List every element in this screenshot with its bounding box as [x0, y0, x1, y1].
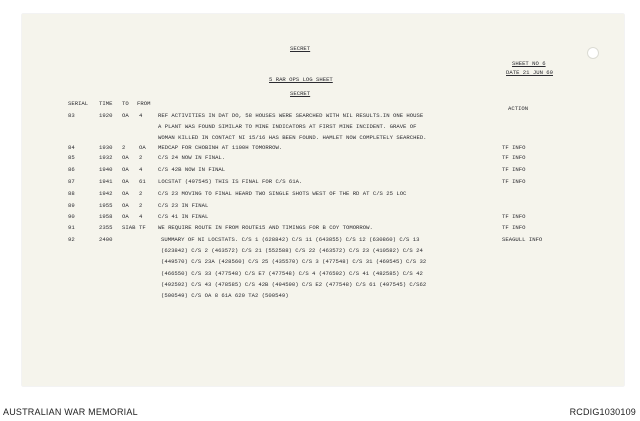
entry-time: 2400 — [99, 236, 113, 243]
entry-text-line: A PLANT WAS FOUND SIMILAR TO MINE INDICATORS AT FIRST MINE INCIDENT. GRAVE OF — [158, 123, 417, 131]
entry-from: 2 — [139, 202, 143, 209]
entry-serial: 85 — [68, 154, 75, 161]
entry-time: 2355 — [99, 224, 113, 231]
entry-action: TF INFO — [502, 224, 526, 231]
column-header-to: TO — [122, 100, 129, 107]
entry-serial: 92 — [68, 236, 75, 243]
column-header-time: TIME — [99, 100, 113, 107]
entry-text-line: WOMAN KILLED IN CONTACT NI 15/16 HAS BEEN FOUND. HAMLET NOW COMPLETELY SEARCHED. — [158, 134, 427, 142]
entry-text-line: (466550) C/S 33 (477548) C/S E7 (477548) C/S 4 (476592) C/S 41 (482585) C/S 42 — [161, 269, 423, 277]
sheet-date: DATE 21 JUN 69 — [506, 69, 553, 76]
entry-from: 2 — [139, 190, 143, 197]
entry-action: TF INFO — [502, 154, 526, 161]
entry-action: TF INFO — [502, 178, 526, 185]
entry-text-line: (449570) C/S 23A (428560) C/S 25 (435570) C/S 3 (477548) C/S 31 (469545) C/S 32 — [161, 258, 427, 266]
entry-from: TF — [139, 224, 146, 231]
entry-time: 1920 — [99, 112, 113, 119]
punch-hole — [587, 47, 599, 59]
entry-serial: 88 — [68, 190, 75, 197]
entry-text-line: (623842) C/S 2 (463572) C/S 21 (552588) C/S 22 (463572) C/S 23 (410582) C/S 24 — [161, 247, 423, 255]
entry-to: OA — [122, 190, 129, 197]
entry-time: 1940 — [99, 166, 113, 173]
entry-text-line: (492592) C/S 43 (478585) C/S 42B (494590) C/S E2 (477548) C/S 61 (497545) C/S62 — [161, 280, 427, 288]
entry-time: 1932 — [99, 154, 113, 161]
entry-time: 1941 — [99, 178, 113, 185]
entry-to: OA — [122, 154, 129, 161]
entry-to: OA — [122, 178, 129, 185]
column-header-action: ACTION — [508, 105, 529, 112]
entry-text-line: C/S 42B NOW IN FINAL — [158, 166, 226, 173]
entry-action: TF INFO — [502, 144, 526, 151]
entry-time: 1930 — [99, 144, 113, 151]
classification-sub: SECRET — [290, 90, 311, 97]
entry-serial: 83 — [68, 112, 75, 119]
sheet-title: 5 RAR OPS LOG SHEET — [269, 76, 333, 83]
entry-from: 2 — [139, 154, 143, 161]
entry-time: 1958 — [99, 213, 113, 220]
entry-serial: 90 — [68, 213, 75, 220]
classification-top: SECRET — [290, 45, 311, 52]
entry-to: OA — [122, 166, 129, 173]
entry-text-line: SUMMARY OF NI LOCSTATS. C/S 1 (628842) C/S 11 (643855) C/S 12 (630860) C/S 13 — [161, 236, 420, 243]
entry-serial: 87 — [68, 178, 75, 185]
footer-reference: RCDIG1030109 — [569, 407, 636, 417]
entry-serial: 91 — [68, 224, 75, 231]
entry-action: SEAGULL INFO — [502, 236, 543, 243]
footer-source: AUSTRALIAN WAR MEMORIAL — [3, 407, 138, 417]
entry-to: OA — [122, 112, 129, 119]
entry-action: TF INFO — [502, 213, 526, 220]
column-header-serial: SERIAL — [68, 100, 89, 107]
entry-from: 4 — [139, 213, 143, 220]
entry-text-line: REF ACTIVITIES IN DAT DO, 58 HOUSES WERE SEARCHED WITH NIL RESULTS.IN ONE HOUSE — [158, 112, 424, 119]
entry-text-line: (500549) C/S OA 8 61A 620 TA2 (500549) — [161, 292, 289, 299]
entry-serial: 89 — [68, 202, 75, 209]
entry-time: 1942 — [99, 190, 113, 197]
entry-to: OA — [122, 202, 129, 209]
entry-to: SIAB — [122, 224, 136, 231]
entry-from: OA — [139, 144, 146, 151]
entry-text-line: WE REQUIRE ROUTE IN FROM ROUTE15 AND TIMINGS FOR B COY TOMORROW. — [158, 224, 373, 231]
sheet-number: SHEET NO 6 — [512, 60, 546, 67]
entry-text-line: LOCSTAT (497545) THIS IS FINAL FOR C/S 61A. — [158, 178, 303, 185]
entry-text-line: C/S 23 MOVING TO FINAL HEARD TWO SINGLE SHOTS WEST OF THE RD AT C/S 25 LOC — [158, 190, 407, 197]
entry-to: OA — [122, 213, 129, 220]
column-header-from: FROM — [137, 100, 151, 107]
entry-from: 61 — [139, 178, 146, 185]
entry-text-line: C/S 23 IN FINAL — [158, 202, 209, 209]
entry-text-line: C/S 24 NOW IN FINAL. — [158, 154, 226, 161]
entry-from: 4 — [139, 112, 143, 119]
entry-time: 1955 — [99, 202, 113, 209]
entry-text-line: MEDCAP FOR CHOBINH AT 1100H TOMORROW. — [158, 144, 283, 151]
entry-action: TF INFO — [502, 166, 526, 173]
entry-serial: 84 — [68, 144, 75, 151]
entry-text-line: C/S 41 IN FINAL — [158, 213, 209, 220]
entry-from: 4 — [139, 166, 143, 173]
entry-serial: 86 — [68, 166, 75, 173]
entry-to: 2 — [122, 144, 126, 151]
